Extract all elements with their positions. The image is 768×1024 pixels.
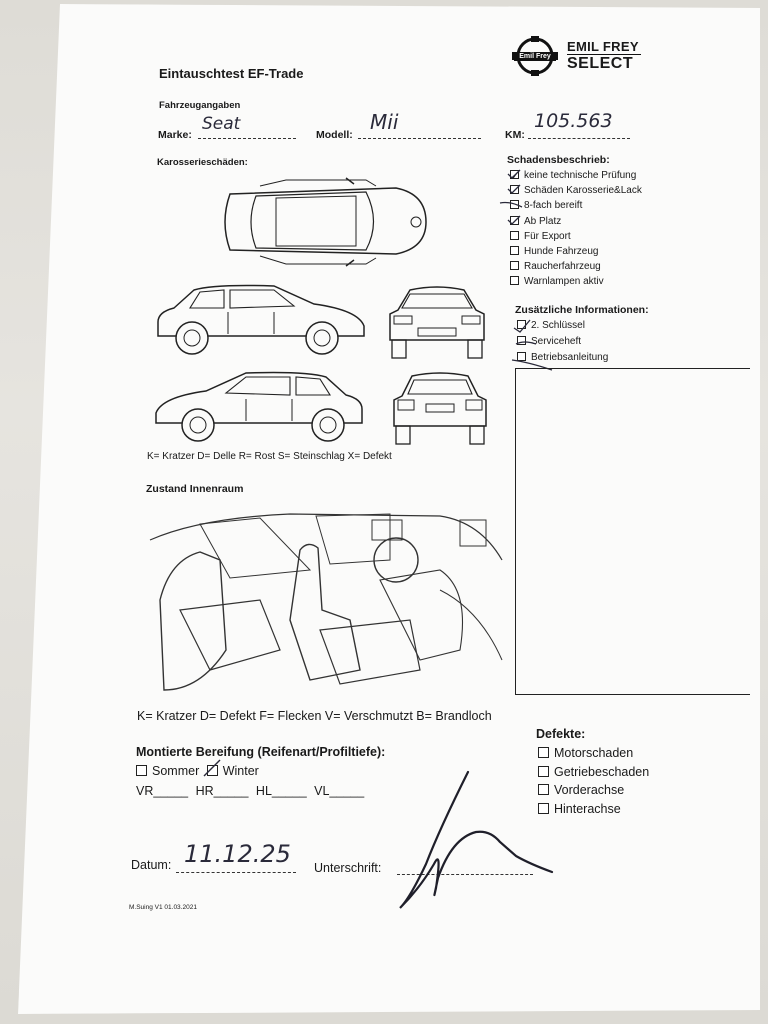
defects-list: [538, 746, 738, 820]
damage-item[interactable]: Warnlampen aktiv: [510, 276, 710, 291]
make-field[interactable]: [198, 112, 296, 139]
additional-title: Zusätzliche Informationen:: [515, 304, 649, 316]
tire-vr[interactable]: VR_____: [136, 784, 189, 798]
notes-box[interactable]: [515, 368, 750, 695]
handwritten-signature: [390, 768, 560, 914]
additional-item[interactable]: 2. Schlüssel: [517, 320, 717, 336]
damage-item[interactable]: Hunde Fahrzeug: [510, 246, 710, 261]
defect-item[interactable]: Vorderachse: [538, 783, 738, 802]
section-vehicle: Fahrzeugangaben: [159, 100, 241, 111]
checkbox-icon[interactable]: [136, 765, 147, 776]
km-label: KM:: [505, 129, 525, 141]
defect-item[interactable]: Getriebeschaden: [538, 765, 738, 784]
checkbox-icon[interactable]: [510, 261, 519, 270]
tire-hr[interactable]: HR_____: [195, 784, 249, 798]
checkbox-checked-icon[interactable]: ✓: [511, 171, 520, 182]
tire-depth-row: [136, 784, 364, 798]
damage-item[interactable]: Raucherfahrzeug: [510, 261, 710, 276]
signature-label: Unterschrift:: [314, 861, 382, 875]
checkbox-icon[interactable]: [538, 747, 549, 758]
model-field[interactable]: [358, 110, 481, 139]
checkbox-icon[interactable]: [510, 231, 519, 240]
tire-hl[interactable]: HL_____: [255, 784, 307, 798]
defect-item[interactable]: Motorschaden: [538, 746, 738, 765]
date-field[interactable]: [176, 838, 296, 873]
logo-seal-text: Emil Frey: [519, 53, 551, 60]
logo-brand-line2: SELECT: [567, 55, 634, 72]
damage-item[interactable]: ✓ keine technische Prüfung: [511, 170, 637, 182]
damage-list: [510, 170, 710, 292]
damage-check-marks: [498, 168, 528, 228]
interior-legend: K= Kratzer D= Defekt F= Flecken V= Verschmutzt B= Brandloch: [137, 709, 492, 723]
km-value: 105.563: [534, 110, 613, 132]
defects-title: Defekte:: [536, 727, 586, 741]
defect-item[interactable]: Hinterachse: [538, 802, 738, 821]
section-body: Karosserieschäden:: [157, 157, 248, 168]
tire-type-row: [136, 764, 259, 778]
make-label: Marke:: [158, 129, 192, 141]
additional-item[interactable]: Serviceheft: [517, 336, 717, 352]
additional-check-marks: [508, 316, 568, 372]
damage-item[interactable]: 8-fach bereift: [510, 200, 710, 215]
car-front-view-diagram[interactable]: [384, 284, 490, 362]
winter-label: Winter: [222, 764, 259, 778]
car-left-side-diagram[interactable]: [154, 282, 368, 358]
tire-vl[interactable]: VL_____: [314, 784, 365, 798]
damage-title: Schadensbeschrieb:: [507, 154, 610, 166]
km-field[interactable]: [528, 110, 630, 139]
summer-label: Sommer: [152, 764, 200, 778]
body-damage-legend: K= Kratzer D= Delle R= Rost S= Steinschlag X= Defekt: [147, 451, 392, 462]
model-value: Mii: [370, 110, 399, 134]
date-value: 11.12.25: [184, 840, 291, 868]
interior-diagram[interactable]: [140, 500, 510, 700]
model-label: Modell:: [316, 129, 353, 141]
form-version: M.Suing V1 01.03.2021: [129, 904, 197, 911]
winter-check-mark: [200, 758, 224, 780]
car-right-side-diagram[interactable]: [152, 369, 368, 445]
damage-item[interactable]: Ab Platz: [510, 216, 710, 231]
additional-item[interactable]: Betriebsanleitung: [517, 352, 717, 368]
date-label: Datum:: [131, 858, 172, 872]
car-rear-view-diagram[interactable]: [388, 370, 492, 448]
damage-item[interactable]: Für Export: [510, 231, 710, 246]
section-interior: Zustand Innenraum: [146, 483, 244, 495]
checkbox-icon[interactable]: [510, 276, 519, 285]
make-value: Seat: [202, 114, 241, 134]
logo-brand-line1: EMIL FREY: [567, 39, 639, 54]
damage-item[interactable]: Schäden Karosserie&Lack: [510, 185, 710, 200]
checkbox-icon[interactable]: [510, 246, 519, 255]
form-title: Eintauschtest EF-Trade: [159, 66, 304, 81]
car-top-view-diagram[interactable]: [216, 176, 430, 268]
tires-title: Montierte Bereifung (Reifenart/Profiltiefe):: [136, 745, 386, 759]
